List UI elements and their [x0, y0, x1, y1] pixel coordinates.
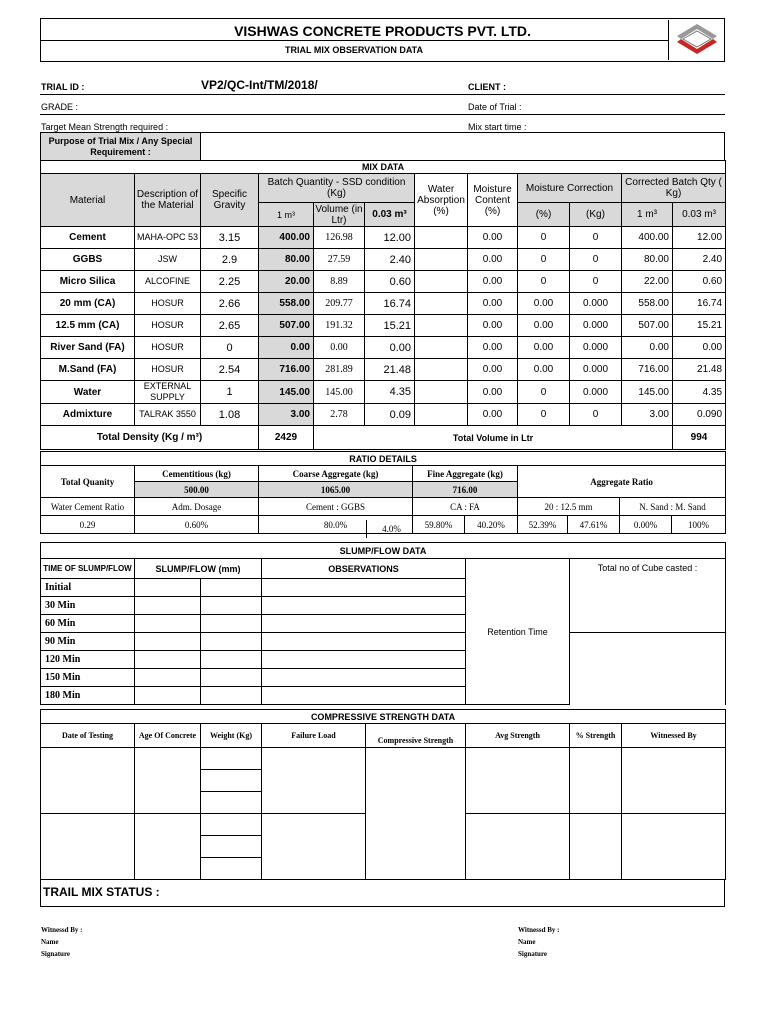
col-avg-strength: Avg Strength — [466, 724, 570, 748]
mix-correction-kg: 0 — [570, 271, 622, 293]
strength-cell[interactable] — [201, 770, 262, 792]
strength-cell[interactable] — [622, 748, 726, 814]
slump-time: Initial — [41, 579, 135, 597]
mix-correction-kg: 0.000 — [570, 381, 622, 404]
mix-corrected-1m3: 145.00 — [622, 381, 673, 404]
slump-cell[interactable] — [201, 597, 262, 615]
retention-time-label: Retention Time — [466, 559, 570, 705]
ratio-value: 59.80% — [413, 516, 465, 534]
mix-water-absorption — [415, 293, 468, 315]
mix-specific-gravity: 0 — [201, 337, 259, 359]
sand-ratio-label: N. Sand : M. Sand — [620, 498, 726, 516]
purpose-table — [40, 132, 725, 161]
purpose-label: Purpose of Trial Mix / Any Special Requirement : — [41, 133, 201, 161]
slump-cell[interactable] — [201, 615, 262, 633]
mix-row — [41, 227, 726, 249]
cement-ggbs-label: Cement : GGBS — [259, 498, 413, 516]
mix-row — [41, 337, 726, 359]
col-water-absorption: Water Absorption (%) — [415, 174, 468, 227]
slump-cell[interactable] — [135, 597, 201, 615]
ratio-value: 0.00% — [620, 516, 672, 534]
observation-cell[interactable] — [262, 615, 466, 633]
mix-moisture-content: 0.00 — [468, 381, 518, 404]
mix-qty-1m3: 145.00 — [259, 381, 314, 404]
strength-cell[interactable] — [622, 814, 726, 880]
compressive-title: COMPRESSIVE STRENGTH DATA — [41, 710, 726, 724]
total-qty-label: Total Quanity — [41, 466, 135, 498]
mix-corrected-0-03m3: 12.00 — [673, 227, 726, 249]
ratio-value: 80.0% — [259, 516, 413, 534]
mix-correction-pct: 0.00 — [518, 293, 570, 315]
fine-value: 716.00 — [413, 482, 518, 498]
cementitious-label: Cementitious (kg) — [135, 466, 259, 482]
mix-row — [41, 293, 726, 315]
mix-correction-pct: 0 — [518, 271, 570, 293]
col-1m3: 1 m³ — [259, 203, 314, 227]
mix-qty-1m3: 20.00 — [259, 271, 314, 293]
col-corrected-batch: Corrected Batch Qty ( Kg) — [622, 174, 726, 203]
ratio-value-ggbs: 4.0% — [366, 520, 416, 538]
col-time: TIME OF SLUMP/FLOW — [41, 559, 135, 579]
mix-moisture-content: 0.00 — [468, 337, 518, 359]
mix-material: Water — [41, 381, 135, 404]
date-of-trial-label: Date of Trial : — [468, 102, 522, 112]
mix-corrected-0-03m3: 0.60 — [673, 271, 726, 293]
mix-volume: 27.59 — [314, 249, 365, 271]
slump-time: 60 Min — [41, 615, 135, 633]
col-weight: Weight (Kg) — [201, 724, 262, 748]
witness-name-label: Name — [41, 938, 59, 946]
mix-specific-gravity: 2.65 — [201, 315, 259, 337]
cementitious-value: 500.00 — [135, 482, 259, 498]
col-moisture-content: Moisture Content (%) — [468, 174, 518, 227]
observation-cell[interactable] — [262, 669, 466, 687]
mix-description: HOSUR — [135, 359, 201, 381]
strength-cell[interactable] — [570, 748, 622, 814]
mix-water-absorption — [415, 404, 468, 426]
observation-cell[interactable] — [262, 579, 466, 597]
col-date-testing: Date of Testing — [41, 724, 135, 748]
mix-start-label: Mix start time : — [468, 122, 527, 132]
mix-corrected-1m3: 716.00 — [622, 359, 673, 381]
mix-description: MAHA-OPC 53 — [135, 227, 201, 249]
witness-right — [518, 924, 560, 960]
total-volume-label: Total Volume in Ltr — [314, 426, 673, 450]
mix-qty-0-03m3: 12.00 — [365, 227, 415, 249]
observation-cell[interactable] — [262, 597, 466, 615]
mix-data-table — [40, 160, 726, 450]
mix-qty-0-03m3: 0.00 — [365, 337, 415, 359]
witness-signature-label: Signature — [41, 950, 71, 958]
mix-description: HOSUR — [135, 337, 201, 359]
mix-corrected-1m3: 80.00 — [622, 249, 673, 271]
col-moisture-correction: Moisture Correction — [518, 174, 622, 203]
col-mc-kg: (Kg) — [570, 203, 622, 227]
mix-material: Micro Silica — [41, 271, 135, 293]
mix-specific-gravity: 2.54 — [201, 359, 259, 381]
mix-moisture-content: 0.00 — [468, 293, 518, 315]
mix-corrected-1m3: 558.00 — [622, 293, 673, 315]
slump-time: 120 Min — [41, 651, 135, 669]
mix-correction-kg: 0.000 — [570, 315, 622, 337]
mix-row — [41, 249, 726, 271]
mix-material: Cement — [41, 227, 135, 249]
subtitle: TRIAL MIX OBSERVATION DATA — [284, 45, 423, 55]
mix-volume: 281.89 — [314, 359, 365, 381]
slump-cell[interactable] — [201, 633, 262, 651]
mix-moisture-content: 0.00 — [468, 315, 518, 337]
slump-cell[interactable] — [135, 651, 201, 669]
mix-water-absorption — [415, 227, 468, 249]
tms-label: Target Mean Strength required : — [41, 122, 169, 132]
strength-cell[interactable] — [466, 814, 570, 880]
strength-cell[interactable] — [135, 814, 201, 880]
mix-corrected-0-03m3: 21.48 — [673, 359, 726, 381]
coarse-label: Coarse Aggregate (kg) — [259, 466, 413, 482]
mix-water-absorption — [415, 337, 468, 359]
wc-ratio-label: Water Cement Ratio — [41, 498, 135, 516]
strength-cell[interactable] — [201, 748, 262, 770]
col-batch-quantity: Batch Quantity - SSD condition (Kg) — [259, 174, 415, 203]
ratio-value: 47.61% — [568, 516, 620, 534]
slump-table — [40, 542, 726, 705]
mix-correction-pct: 0 — [518, 404, 570, 426]
slump-time: 180 Min — [41, 687, 135, 705]
mix-material: 20 mm (CA) — [41, 293, 135, 315]
mix-qty-1m3: 3.00 — [259, 404, 314, 426]
mix-row — [41, 315, 726, 337]
coarse-value: 1065.00 — [259, 482, 413, 498]
mix-moisture-content: 0.00 — [468, 404, 518, 426]
mix-specific-gravity: 1.08 — [201, 404, 259, 426]
mix-correction-kg: 0 — [570, 227, 622, 249]
col-corr-1m3: 1 m³ — [622, 203, 673, 227]
agg-ratio-label: Aggregate Ratio — [518, 466, 726, 498]
mix-description: JSW — [135, 249, 201, 271]
mix-correction-pct: 0.00 — [518, 315, 570, 337]
strength-cell[interactable] — [570, 814, 622, 880]
header-divider — [40, 40, 668, 41]
observation-cell[interactable] — [262, 633, 466, 651]
mix-moisture-content: 0.00 — [468, 271, 518, 293]
line-trial — [40, 94, 725, 95]
mix-correction-kg: 0 — [570, 249, 622, 271]
mix-qty-0-03m3: 0.09 — [365, 404, 415, 426]
witness-by-label: Witnessd By : — [518, 926, 560, 934]
col-mc-pct: (%) — [518, 203, 570, 227]
col-corr-0-03m3: 0.03 m³ — [673, 203, 726, 227]
mix-corrected-0-03m3: 16.74 — [673, 293, 726, 315]
mix-correction-pct: 0 — [518, 249, 570, 271]
mix-description: EXTERNAL SUPPLY — [135, 381, 201, 404]
mix-description: HOSUR — [135, 293, 201, 315]
compressive-table — [40, 709, 726, 880]
mix-corrected-0-03m3: 0.090 — [673, 404, 726, 426]
mix-material: M.Sand (FA) — [41, 359, 135, 381]
strength-cell[interactable] — [262, 814, 366, 880]
strength-cell[interactable] — [201, 792, 262, 814]
observation-cell[interactable] — [262, 651, 466, 669]
trial-id-label: TRIAL ID : — [41, 82, 85, 92]
mix-corrected-1m3: 22.00 — [622, 271, 673, 293]
col-failure-load: Failure Load — [262, 724, 366, 748]
mix-water-absorption — [415, 271, 468, 293]
mix-row — [41, 404, 726, 426]
mix-water-absorption — [415, 315, 468, 337]
client-label: CLIENT : — [468, 82, 506, 92]
purpose-field[interactable] — [201, 133, 725, 161]
mix-description: TALRAK 3550 — [135, 404, 201, 426]
mix-volume: 8.89 — [314, 271, 365, 293]
mix-correction-pct: 0 — [518, 227, 570, 249]
total-density-value: 2429 — [259, 426, 314, 450]
mix-volume: 126.98 — [314, 227, 365, 249]
mix-qty-0-03m3: 15.21 — [365, 315, 415, 337]
mix-corrected-0-03m3: 4.35 — [673, 381, 726, 404]
slump-cell[interactable] — [201, 579, 262, 597]
ratio-title: RATIO DETAILS — [41, 452, 726, 466]
col-slump-flow: SLUMP/FLOW (mm) — [135, 559, 262, 579]
strength-cell[interactable] — [466, 748, 570, 814]
grade-label: GRADE : — [41, 102, 79, 112]
slump-cell[interactable] — [201, 687, 262, 705]
mix-description: HOSUR — [135, 315, 201, 337]
mix-water-absorption — [415, 381, 468, 404]
witness-by-label: Witnessd By : — [41, 926, 83, 934]
mix-water-absorption — [415, 249, 468, 271]
mix-qty-0-03m3: 21.48 — [365, 359, 415, 381]
mix-volume: 209.77 — [314, 293, 365, 315]
slump-time: 30 Min — [41, 597, 135, 615]
mix-material: 12.5 mm (CA) — [41, 315, 135, 337]
mix-moisture-content: 0.00 — [468, 359, 518, 381]
ratio-value: 40.20% — [465, 516, 518, 534]
slump-cell[interactable] — [135, 669, 201, 687]
mix-qty-1m3: 716.00 — [259, 359, 314, 381]
trial-status-label: TRAIL MIX STATUS : — [43, 885, 160, 899]
total-cubes-label[interactable]: Total no of Cube casted : — [570, 559, 726, 633]
slump-title: SLUMP/FLOW DATA — [41, 543, 726, 559]
strength-cell[interactable] — [201, 858, 262, 880]
trial-id-value[interactable]: VP2/QC-Int/TM/2018/ — [201, 78, 318, 92]
mix-specific-gravity: 2.66 — [201, 293, 259, 315]
mix-correction-pct: 0.00 — [518, 359, 570, 381]
observation-cell[interactable] — [262, 687, 466, 705]
line-grade — [40, 114, 725, 115]
mix-corrected-1m3: 400.00 — [622, 227, 673, 249]
col-age-concrete: Age Of Concrete — [135, 724, 201, 748]
mix-qty-1m3: 400.00 — [259, 227, 314, 249]
logo-icon — [669, 20, 725, 60]
adm-dosage-label: Adm. Dosage — [135, 498, 259, 516]
slump-time: 90 Min — [41, 633, 135, 651]
mix-description: ALCOFINE — [135, 271, 201, 293]
total-volume-value: 994 — [673, 426, 726, 450]
slump-cell[interactable] — [135, 633, 201, 651]
ratio-value: 0.29 — [41, 516, 135, 534]
slump-cell[interactable] — [135, 579, 201, 597]
col-material: Material — [41, 174, 135, 227]
strength-cell[interactable] — [41, 748, 135, 814]
mix-corrected-1m3: 3.00 — [622, 404, 673, 426]
mix-qty-0-03m3: 0.60 — [365, 271, 415, 293]
mix-correction-kg: 0 — [570, 404, 622, 426]
strength-cell[interactable] — [135, 748, 201, 814]
mix-qty-1m3: 80.00 — [259, 249, 314, 271]
mix-moisture-content: 0.00 — [468, 249, 518, 271]
mix-correction-kg: 0.000 — [570, 359, 622, 381]
ratio-value: 100% — [672, 516, 726, 534]
col-observations: OBSERVATIONS — [262, 559, 466, 579]
strength-cell[interactable] — [41, 814, 135, 880]
col-pct-strength: % Strength — [570, 724, 622, 748]
col-specific-gravity: Specific Gravity — [201, 174, 259, 227]
mix-row — [41, 359, 726, 381]
mix-material: Admixture — [41, 404, 135, 426]
col-volume: Volume (in Ltr) — [315, 203, 363, 226]
fine-label: Fine Aggregate (kg) — [413, 466, 518, 482]
slump-cell[interactable] — [135, 687, 201, 705]
mix-volume: 0.00 — [314, 337, 365, 359]
company-name: VISHWAS CONCRETE PRODUCTS PVT. LTD. — [234, 23, 531, 39]
mix-qty-1m3: 507.00 — [259, 315, 314, 337]
mix-row — [41, 271, 726, 293]
mix-qty-1m3: 558.00 — [259, 293, 314, 315]
mix-correction-kg: 0.000 — [570, 293, 622, 315]
witness-signature-label: Signature — [518, 950, 548, 958]
slump-cell[interactable] — [201, 651, 262, 669]
witness-name-label: Name — [518, 938, 536, 946]
mix-corrected-0-03m3: 15.21 — [673, 315, 726, 337]
mix-corrected-1m3: 507.00 — [622, 315, 673, 337]
mix-material: GGBS — [41, 249, 135, 271]
slump-time: 150 Min — [41, 669, 135, 687]
mix-specific-gravity: 1 — [201, 381, 259, 404]
mix-row — [41, 381, 726, 404]
col-0-03m3: 0.03 m³ — [365, 203, 415, 227]
mix-water-absorption — [415, 359, 468, 381]
company-logo — [668, 20, 724, 60]
strength-cell[interactable] — [366, 748, 466, 880]
ca-split-label: 20 : 12.5 mm — [518, 498, 620, 516]
mix-correction-pct: 0 — [518, 381, 570, 404]
witness-left — [41, 924, 83, 960]
ratio-value: 0.60% — [135, 516, 259, 534]
mix-corrected-0-03m3: 2.40 — [673, 249, 726, 271]
col-compressive-strength: Compressive Strength — [366, 724, 466, 748]
mix-corrected-1m3: 0.00 — [622, 337, 673, 359]
mix-qty-0-03m3: 2.40 — [365, 249, 415, 271]
slump-cell[interactable] — [201, 669, 262, 687]
ratio-value: 52.39% — [518, 516, 568, 534]
strength-cell[interactable] — [201, 836, 262, 858]
mix-volume: 191.32 — [314, 315, 365, 337]
ca-fa-label: CA : FA — [413, 498, 518, 516]
mix-volume: 2.78 — [314, 404, 365, 426]
mix-specific-gravity: 2.9 — [201, 249, 259, 271]
mix-correction-kg: 0.000 — [570, 337, 622, 359]
strength-cell[interactable] — [262, 748, 366, 814]
mix-volume: 145.00 — [314, 381, 365, 404]
col-description: Description of the Material — [135, 174, 201, 227]
strength-cell[interactable] — [201, 814, 262, 836]
total-density-label: Total Density (Kg / m³) — [41, 426, 259, 450]
mix-correction-pct: 0.00 — [518, 337, 570, 359]
mix-corrected-0-03m3: 0.00 — [673, 337, 726, 359]
mix-moisture-content: 0.00 — [468, 227, 518, 249]
mix-qty-1m3: 0.00 — [259, 337, 314, 359]
mix-material: River Sand (FA) — [41, 337, 135, 359]
mix-qty-0-03m3: 4.35 — [365, 381, 415, 404]
mix-data-title: MIX DATA — [41, 161, 726, 174]
mix-qty-0-03m3: 16.74 — [365, 293, 415, 315]
col-witnessed-by: Witnessed By — [622, 724, 726, 748]
slump-cell[interactable] — [135, 615, 201, 633]
mix-specific-gravity: 2.25 — [201, 271, 259, 293]
mix-specific-gravity: 3.15 — [201, 227, 259, 249]
